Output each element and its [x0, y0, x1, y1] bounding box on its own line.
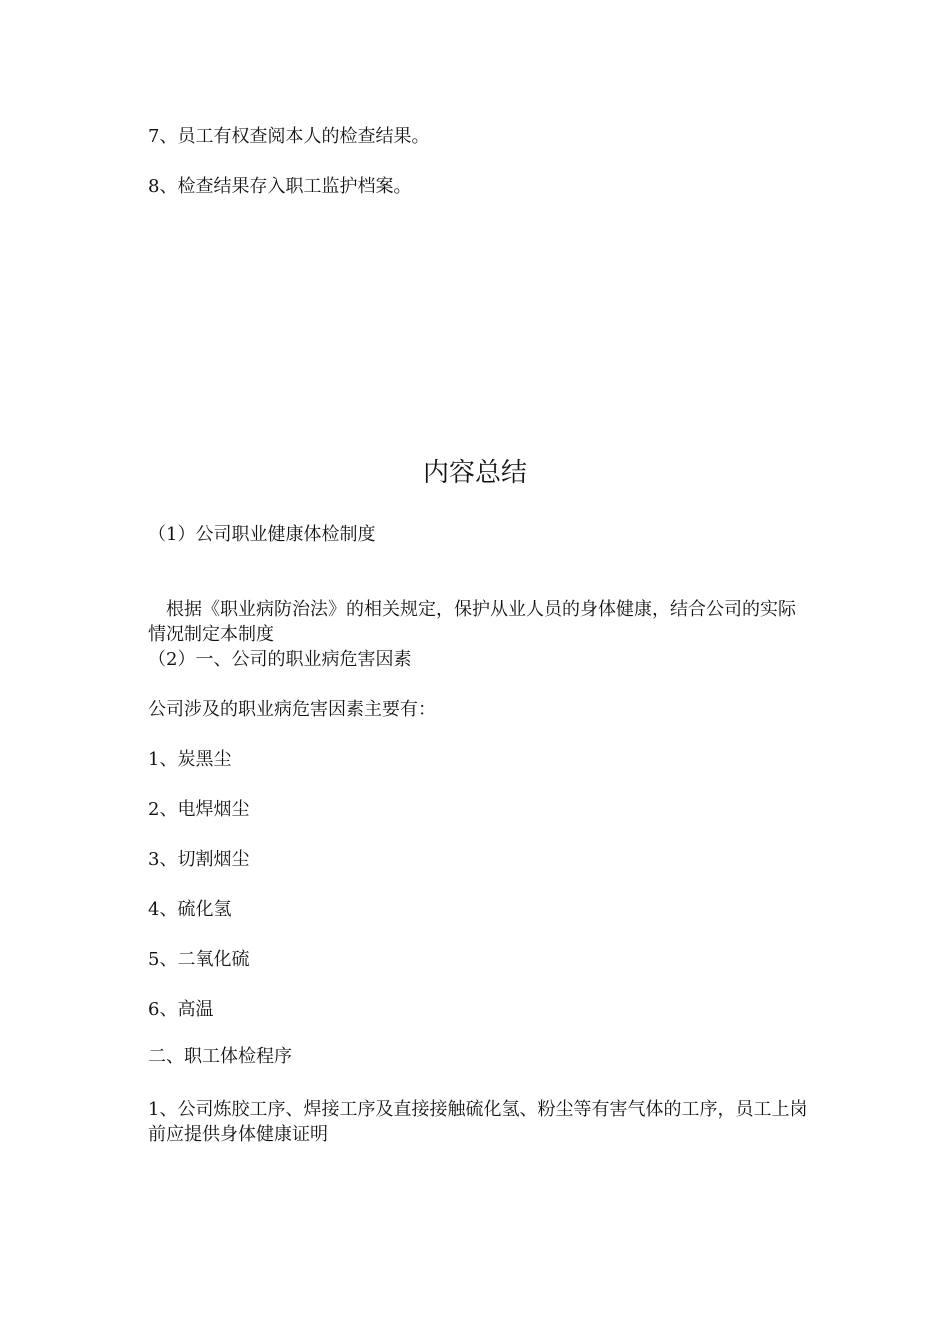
factor-item-2: 2、电焊烟尘: [148, 799, 250, 820]
section1-heading: （1）公司职业健康体检制度: [148, 524, 376, 545]
factor-item-5: 5、二氧化硫: [148, 949, 250, 970]
section3-heading: 二、职工体检程序: [148, 1046, 292, 1067]
factor-item-4: 4、硫化氢: [148, 899, 232, 920]
section2-heading: （2）一、公司的职业病危害因素: [148, 649, 412, 670]
factor-item-6: 6、高温: [148, 999, 214, 1020]
summary-title: 内容总结: [422, 458, 527, 488]
factor-item-3: 3、切割烟尘: [148, 849, 250, 870]
factors-intro: 公司涉及的职业病危害因素主要有：: [148, 699, 436, 720]
list-item-8: 8、检查结果存入职工监护档案。: [148, 176, 412, 197]
procedure-item-1: 1、公司炼胶工序、焊接工序及直接接触硫化氢、粉尘等有害气体的工序，员工上岗前应提供身体健康证明: [148, 1099, 808, 1145]
list-item-7: 7、员工有权查阅本人的检查结果。: [148, 126, 430, 147]
intro-paragraph: 根据《职业病防治法》的相关规定，保护从业人员的身体健康，结合公司的实际情况制定本制度: [148, 599, 796, 645]
factor-item-1: 1、炭黑尘: [148, 749, 232, 770]
